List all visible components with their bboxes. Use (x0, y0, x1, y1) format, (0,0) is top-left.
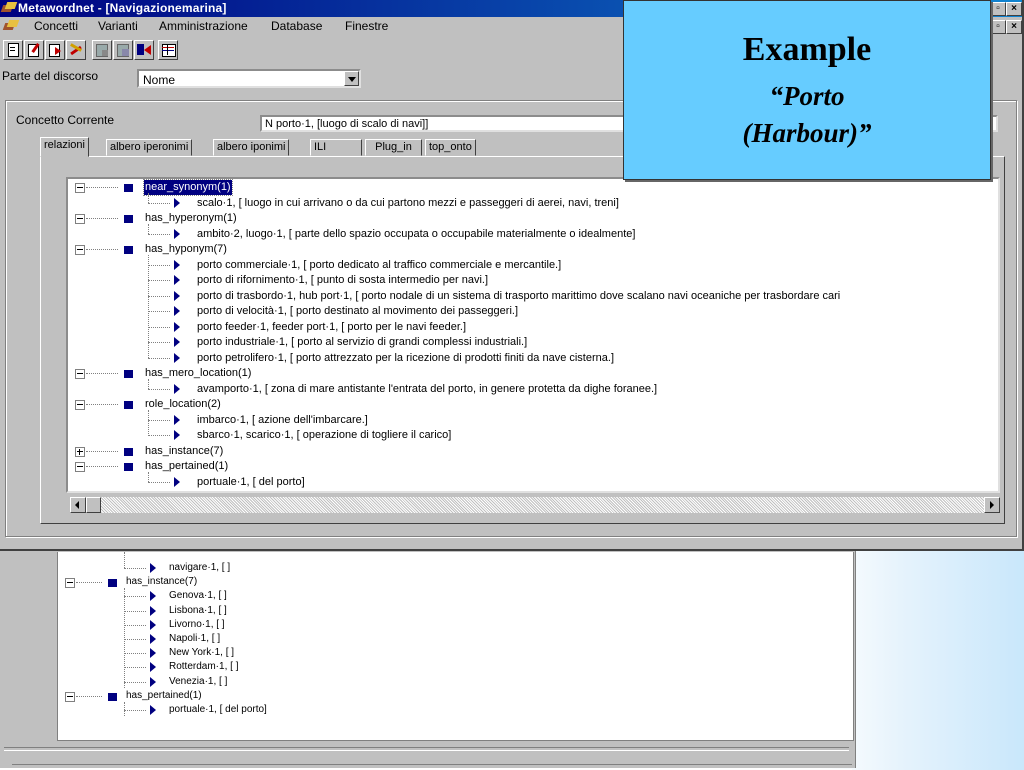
relation-node[interactable]: near_synonym(1) (145, 181, 231, 193)
part-of-speech-select[interactable] (137, 69, 361, 88)
edit-icon[interactable] (24, 40, 44, 60)
delete-icon[interactable] (92, 40, 112, 60)
navigate-icon[interactable] (134, 40, 154, 60)
menu-finestre[interactable]: Finestre (345, 19, 389, 33)
synset-node[interactable]: navigare·1, [ ] (169, 562, 231, 573)
tree-connector (148, 472, 149, 482)
tab-albero-iponimi[interactable]: albero iponimi (213, 139, 289, 156)
part-of-speech-label: Parte del discorso (2, 69, 99, 83)
tree-connector (148, 482, 170, 483)
tree-connector (124, 596, 146, 597)
menu-database[interactable]: Database (271, 19, 323, 33)
synset-node[interactable]: portuale·1, [ del porto] (197, 475, 305, 488)
scroll-right-icon[interactable] (984, 497, 1000, 513)
arrow-right-icon (174, 198, 180, 208)
export-icon[interactable] (45, 40, 65, 60)
copy-icon[interactable] (113, 40, 133, 60)
relation-icon (108, 693, 117, 701)
arrow-right-icon (174, 353, 180, 363)
tab-plug-in[interactable]: Plug_in (365, 139, 422, 156)
synset-node[interactable]: Napoli·1, [ ] (169, 633, 221, 644)
expand-toggle-icon[interactable] (65, 578, 75, 588)
tree-connector (124, 702, 125, 716)
tree-connector (124, 667, 146, 668)
tree-connector (86, 404, 118, 405)
tree-connector (148, 389, 170, 390)
synset-node[interactable]: porto di trasbordo·1, hub port·1, [ porto nodale di un sistema di trasporto marittimo dove scalano navi oceaniche per trasbordare cari (197, 289, 841, 302)
tree-connector (86, 373, 118, 374)
tree-connector (86, 466, 118, 467)
tree-connector (124, 682, 146, 683)
arrow-right-icon (174, 337, 180, 347)
synset-node[interactable]: Rotterdam·1, [ ] (169, 661, 239, 673)
tree-connector (148, 410, 149, 436)
tree-connector (148, 342, 170, 343)
tree-connector (124, 625, 146, 626)
background-bottom-edge (12, 764, 852, 770)
synset-node[interactable]: New York·1, [ ] (169, 647, 235, 659)
tree-connector (124, 588, 125, 687)
expand-toggle-icon[interactable] (75, 369, 85, 379)
tree-connector (148, 234, 170, 235)
arrow-right-icon (174, 384, 180, 394)
arrow-right-icon (174, 306, 180, 316)
tree-connector (76, 696, 102, 697)
tree-connector (148, 420, 170, 421)
tree-connector (124, 710, 146, 711)
arrow-right-icon (150, 591, 156, 601)
tree-connector (86, 218, 118, 219)
horizontal-scrollbar[interactable] (70, 497, 1000, 513)
arrow-right-icon (174, 260, 180, 270)
child-restore-button[interactable]: ▫ (990, 20, 1006, 34)
arrow-right-icon (174, 430, 180, 440)
relation-node[interactable]: role_location(2) (145, 398, 221, 410)
example-callout (623, 0, 991, 180)
tree-connector (76, 582, 102, 583)
synset-node[interactable]: porto petrolifero·1, [ porto attrezzato per la ricezione di prodotti finiti da nave cisterna.] (197, 351, 614, 364)
synset-node[interactable]: Lisbona·1, [ ] (169, 604, 227, 616)
relation-node[interactable]: has_pertained(1) (126, 689, 202, 701)
synset-node[interactable]: porto commerciale·1, [ porto dedicato al traffico commerciale e mercantile.] (197, 258, 562, 271)
arrow-right-icon (150, 648, 156, 658)
synset-node[interactable]: Genova·1, [ ] (169, 590, 227, 602)
tree-connector (124, 611, 146, 612)
tree-connector (86, 249, 118, 250)
expand-toggle-icon[interactable] (75, 245, 85, 255)
tree-connector (148, 311, 170, 312)
tree-connector (148, 265, 170, 266)
arrow-right-icon (174, 275, 180, 285)
arrow-right-icon (174, 477, 180, 487)
synset-node[interactable]: imbarco·1, [ azione dell'imbarcare.] (197, 413, 368, 426)
tab-albero-iperonimi[interactable]: albero iperonimi (106, 139, 192, 156)
callout-line-1: “Porto (769, 81, 845, 111)
tab-ili[interactable]: ILI (310, 139, 362, 156)
menu-varianti[interactable]: Varianti (98, 19, 138, 33)
relation-icon (124, 246, 133, 254)
relation-icon (124, 448, 133, 456)
expand-toggle-icon[interactable] (65, 692, 75, 702)
tree-connector (124, 552, 125, 568)
relation-node[interactable]: has_instance(7) (145, 444, 224, 457)
background-divider (4, 747, 849, 751)
tree-connector (124, 639, 146, 640)
current-concept-label: Concetto Corrente (16, 113, 115, 127)
restore-button[interactable]: ▫ (990, 2, 1006, 16)
scroll-track[interactable] (86, 497, 984, 513)
arrow-right-icon (150, 677, 156, 687)
relation-icon (124, 401, 133, 409)
synset-node[interactable]: ambito·2, luogo·1, [ parte dello spazio occupata o occupabile materialmente o idealmente] (197, 227, 636, 240)
menu-concetti[interactable]: Concetti (34, 19, 79, 33)
tree-connector (148, 327, 170, 328)
background-window (0, 548, 856, 768)
new-icon[interactable] (3, 40, 23, 60)
callout-line-2: (Harbour)” (742, 118, 872, 148)
tree-connector (148, 358, 170, 359)
expand-toggle-icon[interactable] (75, 214, 85, 224)
relations-tree[interactable] (66, 177, 1000, 493)
relation-icon (124, 184, 133, 192)
synset-node[interactable]: portuale·1, [ del porto] (169, 704, 267, 715)
arrow-right-icon (150, 634, 156, 644)
synset-node[interactable]: porto industriale·1, [ porto al servizio di grandi complessi industriali.] (197, 336, 528, 348)
arrow-right-icon (174, 291, 180, 301)
synset-node[interactable]: Venezia·1, [ ] (169, 675, 228, 687)
app-icon (2, 2, 16, 14)
relation-icon (108, 579, 117, 587)
tree-connector (124, 568, 146, 569)
close-icon[interactable]: × (1006, 2, 1022, 16)
synset-node[interactable]: porto di velocità·1, [ porto destinato al movimento dei passeggeri.] (197, 305, 519, 317)
document-icon[interactable] (4, 20, 18, 32)
tools-icon[interactable] (66, 40, 86, 60)
background-relations-tree (57, 552, 854, 741)
relation-icon (124, 215, 133, 223)
expand-toggle-icon[interactable] (75, 183, 85, 193)
scroll-left-icon[interactable] (70, 497, 86, 513)
relation-icon (124, 370, 133, 378)
current-concept-value: N porto·1, [luogo di scalo di navi]] (265, 118, 429, 130)
synset-node[interactable]: scalo·1, [ luogo in cui arrivano o da cui partono mezzi e passeggeri di aerei, navi, treni] (197, 196, 619, 209)
arrow-right-icon (174, 415, 180, 425)
tree-connector (148, 296, 170, 297)
callout-title: Example (742, 31, 872, 68)
synset-node[interactable]: porto di rifornimento·1, [ punto di sosta intermedio per navi.] (197, 274, 489, 286)
background-panel (4, 552, 849, 762)
chevron-down-icon[interactable] (344, 71, 359, 86)
expand-toggle-icon[interactable] (75, 447, 85, 457)
arrow-right-icon (150, 563, 156, 573)
part-of-speech-value: Nome (143, 73, 176, 87)
tree-connector (148, 224, 149, 234)
tree-connector (148, 435, 170, 436)
arrow-right-icon (150, 606, 156, 616)
tree-connector (86, 187, 118, 188)
synset-node[interactable]: Livorno·1, [ ] (169, 618, 225, 630)
arrow-right-icon (150, 662, 156, 672)
window-title: Metawordnet - [Navigazionemarina] (18, 1, 227, 15)
tree-connector (86, 451, 118, 452)
table-icon[interactable] (158, 40, 178, 60)
synset-node[interactable]: sbarco·1, scarico·1, [ operazione di togliere il carico] (197, 429, 452, 441)
arrow-right-icon (174, 322, 180, 332)
relation-node[interactable]: has_hyponym(7) (145, 243, 227, 255)
tab-top-onto[interactable]: top_onto (425, 139, 476, 156)
relation-node[interactable]: has_hyperonym(1) (145, 212, 237, 224)
child-close-icon[interactable]: × (1006, 20, 1022, 34)
expand-toggle-icon[interactable] (75, 400, 85, 410)
tree-connector (148, 193, 149, 203)
relation-node[interactable]: has_instance(7) (126, 576, 198, 588)
arrow-right-icon (150, 705, 156, 715)
tree-connector (148, 203, 170, 204)
relation-icon (124, 463, 133, 471)
tree-connector (148, 280, 170, 281)
scroll-thumb[interactable] (86, 497, 101, 513)
expand-toggle-icon[interactable] (75, 462, 85, 472)
tree-connector (148, 379, 149, 389)
tree-connector (124, 653, 146, 654)
arrow-right-icon (174, 229, 180, 239)
tab-relazioni[interactable]: relazioni (40, 137, 89, 157)
synset-node[interactable]: porto feeder·1, feeder port·1, [ porto per le navi feeder.] (197, 320, 467, 333)
arrow-right-icon (150, 620, 156, 630)
synset-node[interactable]: avamporto·1, [ zona di mare antistante l'entrata del porto, in genere protetta da dighe foranee.] (197, 382, 658, 395)
relation-node[interactable]: has_mero_location(1) (145, 367, 252, 379)
menu-amministrazione[interactable]: Amministrazione (159, 19, 248, 33)
relation-node[interactable]: has_pertained(1) (145, 460, 229, 472)
